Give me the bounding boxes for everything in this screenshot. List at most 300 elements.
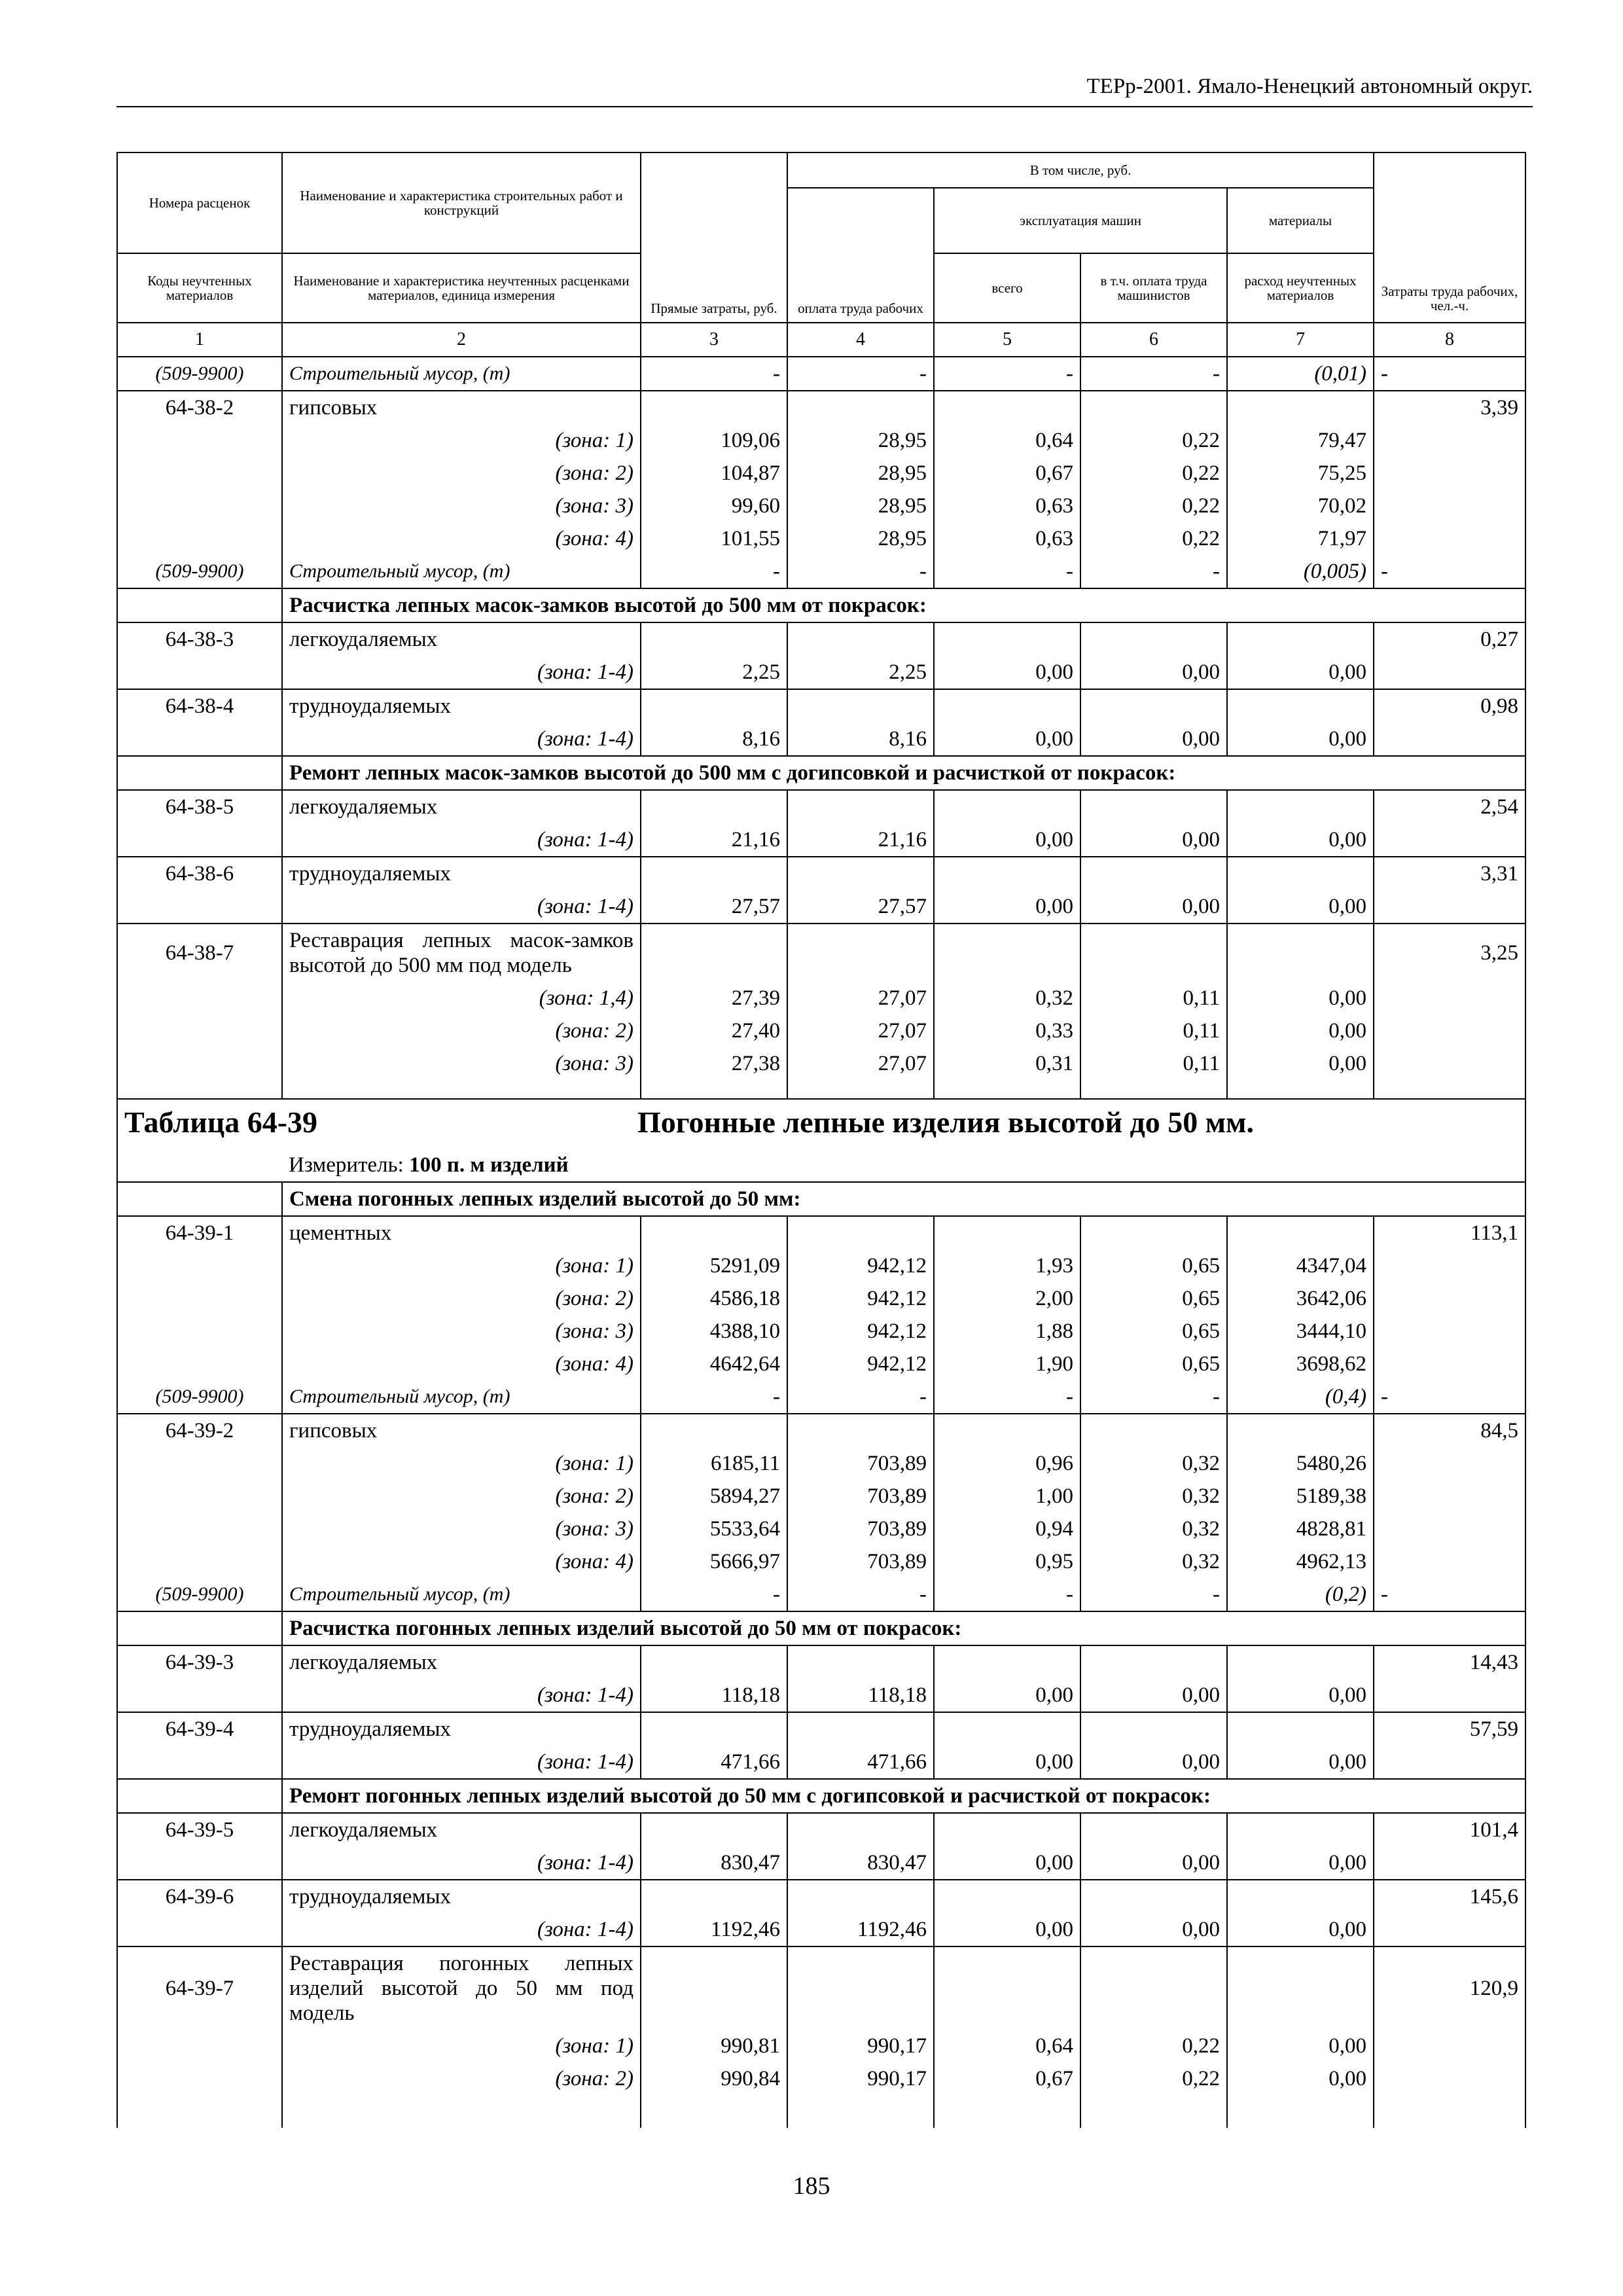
col-header-operator-pay: в т.ч. оплата труда машинистов [1080, 253, 1227, 323]
col-header-worker-pay: оплата труда рабочих [787, 188, 934, 323]
zone-label: (зона: 1,4) [282, 982, 641, 1014]
labor-value: 3,31 [1374, 857, 1525, 890]
cell-value: 0,22 [1080, 522, 1227, 555]
cell-value: 0,00 [1080, 656, 1227, 689]
cell-value: 28,95 [787, 522, 934, 555]
cell-value: 27,40 [641, 1014, 787, 1047]
cell-value: 0,11 [1080, 1047, 1227, 1080]
table-row [117, 622, 1525, 656]
zone-label: (зона: 2) [282, 2062, 641, 2095]
labor-value: 0,98 [1374, 689, 1525, 723]
rate-code: 64-38-5 [117, 790, 282, 823]
col-number: 6 [1080, 323, 1227, 357]
cell-value: 0,32 [1080, 1513, 1227, 1545]
cell-value: 0,22 [1080, 424, 1227, 457]
cell-value: 0,64 [934, 424, 1080, 457]
cell-value: 5189,38 [1227, 1480, 1374, 1513]
material-row [117, 1578, 1525, 1611]
table-row [117, 857, 1525, 890]
zone-row [117, 723, 1525, 756]
labor-value: 113,1 [1374, 1216, 1525, 1249]
cell-value: 27,39 [641, 982, 787, 1014]
labor-value: 57,59 [1374, 1712, 1525, 1746]
cell-value: - [934, 1380, 1080, 1414]
cell-value: (0,4) [1227, 1380, 1374, 1414]
cell-value: 0,31 [934, 1047, 1080, 1080]
zone-label: (зона: 1) [282, 1249, 641, 1282]
cell-value: 27,38 [641, 1047, 787, 1080]
cell-value: 0,00 [1227, 656, 1374, 689]
col-header-material-codes: Коды неучтенных материалов [117, 253, 282, 323]
work-name: цементных [282, 1216, 641, 1249]
cell-value: 5666,97 [641, 1545, 787, 1578]
table-row [117, 790, 1525, 823]
zone-label: (зона: 2) [282, 457, 641, 490]
labor-value: 14,43 [1374, 1645, 1525, 1679]
table-row [117, 689, 1525, 723]
cell-value: 0,65 [1080, 1348, 1227, 1380]
table-header [117, 152, 1525, 357]
cell-value: - [934, 357, 1080, 391]
col-header-rate-number: Номера расценок [117, 152, 282, 253]
cell-value: 471,66 [641, 1746, 787, 1779]
zone-row [117, 1047, 1525, 1080]
cell-value: 942,12 [787, 1249, 934, 1282]
zone-label: (зона: 2) [282, 1480, 641, 1513]
rates-table [116, 152, 1526, 2128]
cell-value: 27,57 [787, 890, 934, 924]
cell-value: 0,00 [1080, 1846, 1227, 1880]
cell-value: 21,16 [641, 823, 787, 857]
work-name: трудноудаляемых [282, 1712, 641, 1746]
material-row [117, 1380, 1525, 1414]
zone-label: (зона: 1) [282, 424, 641, 457]
cell-value: - [934, 1578, 1080, 1611]
cell-value: - [1080, 555, 1227, 588]
cell-value: 0,00 [1227, 890, 1374, 924]
cell-value: 0,00 [1227, 982, 1374, 1014]
zone-label: (зона: 3) [282, 1513, 641, 1545]
cell-value: 0,00 [1227, 1679, 1374, 1712]
zone-row [117, 1315, 1525, 1348]
cell-value: 0,00 [1227, 2062, 1374, 2095]
table-title: Погонные лепные изделия высотой до 50 мм. [637, 1105, 1254, 1139]
table-row [117, 1880, 1525, 1913]
col-header-labor-costs: Затраты труда рабочих, чел.-ч. [1374, 152, 1525, 323]
cell-value: 830,47 [787, 1846, 934, 1880]
rate-code: 64-39-6 [117, 1880, 282, 1913]
zone-label: (зона: 4) [282, 522, 641, 555]
zone-label: (зона: 1-4) [282, 1679, 641, 1712]
col-number: 4 [787, 323, 934, 357]
table-row [117, 1216, 1525, 1249]
col-header-direct-costs: Прямые затраты, руб. [641, 152, 787, 323]
zone-label: (зона: 1-4) [282, 723, 641, 756]
cell-value: - [1080, 1380, 1227, 1414]
zone-label: (зона: 4) [282, 1545, 641, 1578]
col-number: 1 [117, 323, 282, 357]
zone-label: (зона: 1) [282, 1447, 641, 1480]
cell-value: 4962,13 [1227, 1545, 1374, 1578]
zone-row [117, 2062, 1525, 2095]
cell-value: 118,18 [787, 1679, 934, 1712]
cell-value: 0,00 [1227, 1014, 1374, 1047]
cell-value: 0,00 [1227, 1913, 1374, 1946]
cell-value: 703,89 [787, 1447, 934, 1480]
measure-row [117, 1149, 1525, 1182]
cell-value: - [1080, 1578, 1227, 1611]
cell-value: 75,25 [1227, 457, 1374, 490]
cell-value: 471,66 [787, 1746, 934, 1779]
cell-value: 0,65 [1080, 1249, 1227, 1282]
cell-value: 0,65 [1080, 1315, 1227, 1348]
cell-value: 0,00 [1080, 1913, 1227, 1946]
col-number: 2 [282, 323, 641, 357]
cell-value: 21,16 [787, 823, 934, 857]
cell-value: 0,22 [1080, 2062, 1227, 2095]
labor-value: 120,9 [1374, 1946, 1525, 2030]
cell-value: 703,89 [787, 1513, 934, 1545]
cell-value: 1192,46 [641, 1913, 787, 1946]
cell-value: 118,18 [641, 1679, 787, 1712]
cell-value: 1,00 [934, 1480, 1080, 1513]
running-header: ТЕРр-2001. Ямало-Ненецкий автономный округ. [116, 73, 1533, 107]
page-number: 185 [793, 2172, 830, 2200]
table-row [117, 1712, 1525, 1746]
cell-value: 0,00 [934, 823, 1080, 857]
zone-row [117, 1913, 1525, 1946]
cell-value: 5480,26 [1227, 1447, 1374, 1480]
cell-value: 990,17 [787, 2062, 934, 2095]
cell-value: 27,07 [787, 1014, 934, 1047]
cell-value: 0,00 [934, 1746, 1080, 1779]
rate-code: 64-39-1 [117, 1216, 282, 1249]
zone-row [117, 1480, 1525, 1513]
zone-label: (зона: 1-4) [282, 890, 641, 924]
cell-value: 0,00 [1227, 723, 1374, 756]
zone-label: (зона: 3) [282, 1047, 641, 1080]
cell-value: 0,00 [1227, 1746, 1374, 1779]
cell-value: 1,88 [934, 1315, 1080, 1348]
section-row [117, 588, 1525, 622]
cell-value: 0,22 [1080, 490, 1227, 522]
zone-row [117, 1746, 1525, 1779]
cell-value: 28,95 [787, 457, 934, 490]
cell-value: - [787, 357, 934, 391]
cell-value: 0,00 [934, 656, 1080, 689]
cell-value: 79,47 [1227, 424, 1374, 457]
section-title: Ремонт лепных масок-замков высотой до 500 мм с догипсовкой и расчисткой от покрасок: [282, 756, 1525, 790]
material-name: Строительный мусор, (т) [282, 1380, 641, 1414]
cell-value: 8,16 [787, 723, 934, 756]
rate-code: 64-38-2 [117, 391, 282, 424]
zone-row [117, 1513, 1525, 1545]
table-row [117, 1645, 1525, 1679]
cell-value: 3698,62 [1227, 1348, 1374, 1380]
cell-value: 0,00 [1080, 823, 1227, 857]
cell-value: 0,00 [1227, 823, 1374, 857]
cell-value: 1192,46 [787, 1913, 934, 1946]
cell-value: 27,57 [641, 890, 787, 924]
cell-value: 71,97 [1227, 522, 1374, 555]
cell-value: 1,93 [934, 1249, 1080, 1282]
cell-value: 0,65 [1080, 1282, 1227, 1315]
work-name: легкоудаляемых [282, 622, 641, 656]
section-row [117, 1611, 1525, 1645]
zone-label: (зона: 3) [282, 1315, 641, 1348]
col-header-machines: эксплуатация машин [934, 188, 1227, 253]
cell-value: 990,81 [641, 2030, 787, 2062]
zone-row [117, 424, 1525, 457]
zone-row [117, 490, 1525, 522]
cell-value: 3642,06 [1227, 1282, 1374, 1315]
rate-code: 64-39-4 [117, 1712, 282, 1746]
material-code: (509-9900) [117, 1380, 282, 1414]
section-row [117, 1779, 1525, 1813]
cell-value: 27,07 [787, 982, 934, 1014]
cell-value: 4642,64 [641, 1348, 787, 1380]
cell-value: - [934, 555, 1080, 588]
section-row [117, 756, 1525, 790]
cell-value: - [1374, 1578, 1525, 1611]
zone-row [117, 2030, 1525, 2062]
rate-code: 64-38-3 [117, 622, 282, 656]
cell-value: 0,00 [1227, 1047, 1374, 1080]
cell-value: (0,2) [1227, 1578, 1374, 1611]
cell-value: 0,94 [934, 1513, 1080, 1545]
labor-value: 0,27 [1374, 622, 1525, 656]
table-number: Таблица 64-39 [124, 1105, 318, 1139]
cell-value: 0,22 [1080, 457, 1227, 490]
col-header-work-name: Наименование и характеристика строительных работ и конструкций [282, 152, 641, 253]
cell-value: 703,89 [787, 1545, 934, 1578]
material-name: Строительный мусор, (т) [282, 1578, 641, 1611]
rate-code: 64-38-4 [117, 689, 282, 723]
zone-row [117, 1014, 1525, 1047]
zone-label: (зона: 1-4) [282, 1913, 641, 1946]
cell-value: 0,32 [1080, 1545, 1227, 1578]
table-row [117, 1813, 1525, 1846]
zone-row [117, 1545, 1525, 1578]
cell-value: 6185,11 [641, 1447, 787, 1480]
labor-value: 101,4 [1374, 1813, 1525, 1846]
zone-row [117, 823, 1525, 857]
labor-value: 3,39 [1374, 391, 1525, 424]
cell-value: 0,22 [1080, 2030, 1227, 2062]
col-number: 8 [1374, 323, 1525, 357]
material-row [117, 357, 1525, 391]
zone-label: (зона: 2) [282, 1014, 641, 1047]
cell-value: 990,84 [641, 2062, 787, 2095]
section-title: Смена погонных лепных изделий высотой до 50 мм: [282, 1182, 1525, 1216]
cell-value: 0,00 [934, 1913, 1080, 1946]
zone-row [117, 982, 1525, 1014]
cell-value: 0,00 [1080, 1679, 1227, 1712]
cell-value: 28,95 [787, 490, 934, 522]
cell-value: - [641, 1380, 787, 1414]
cell-value: 4388,10 [641, 1315, 787, 1348]
cell-value: 99,60 [641, 490, 787, 522]
col-header-machines-total: всего [934, 253, 1080, 323]
cell-value: (0,01) [1227, 357, 1374, 391]
zone-row [117, 1679, 1525, 1712]
zone-row [117, 1282, 1525, 1315]
work-name: трудноудаляемых [282, 857, 641, 890]
col-header-including: В том числе, руб. [787, 152, 1374, 188]
cell-value: 0,00 [934, 890, 1080, 924]
cell-value: 0,00 [934, 1846, 1080, 1880]
zone-row [117, 522, 1525, 555]
cell-value: 109,06 [641, 424, 787, 457]
cell-value: - [787, 555, 934, 588]
cell-value: 0,32 [934, 982, 1080, 1014]
zone-row [117, 1447, 1525, 1480]
cell-value: 0,63 [934, 522, 1080, 555]
cell-value: 0,95 [934, 1545, 1080, 1578]
cell-value: - [641, 555, 787, 588]
cell-value: 5894,27 [641, 1480, 787, 1513]
cell-value: 3444,10 [1227, 1315, 1374, 1348]
material-row [117, 555, 1525, 588]
material-name: Строительный мусор, (т) [282, 555, 641, 588]
cell-value: 104,87 [641, 457, 787, 490]
measure-value: 100 п. м изделий [409, 1153, 569, 1177]
cell-value: - [641, 1578, 787, 1611]
cell-value: 5291,09 [641, 1249, 787, 1282]
cell-value: 1,90 [934, 1348, 1080, 1380]
col-header-material-consumption: расход неучтенных материалов [1227, 253, 1374, 323]
cell-value: 0,00 [1080, 1746, 1227, 1779]
cell-value: 0,64 [934, 2030, 1080, 2062]
col-header-materials: материалы [1227, 188, 1374, 253]
col-number: 7 [1227, 323, 1374, 357]
work-name: трудноудаляемых [282, 1880, 641, 1913]
rate-code: 64-38-6 [117, 857, 282, 890]
work-name: Реставрация лепных масок-замков высотой до 500 мм под модель [282, 924, 641, 982]
labor-value: 84,5 [1374, 1414, 1525, 1447]
work-name: Реставрация погонных лепных изделий высотой до 50 мм под модель [282, 1946, 641, 2030]
zone-row [117, 890, 1525, 924]
cell-value: 0,11 [1080, 1014, 1227, 1047]
cell-value: 0,32 [1080, 1480, 1227, 1513]
cell-value: 0,00 [1227, 2030, 1374, 2062]
table-row [117, 1414, 1525, 1447]
cell-value: 942,12 [787, 1282, 934, 1315]
cell-value: 8,16 [641, 723, 787, 756]
cell-value: - [1080, 357, 1227, 391]
cell-value: 4828,81 [1227, 1513, 1374, 1545]
col-number: 3 [641, 323, 787, 357]
section-row [117, 1182, 1525, 1216]
material-code: (509-9900) [117, 555, 282, 588]
zone-row [117, 1249, 1525, 1282]
rate-code: 64-39-3 [117, 1645, 282, 1679]
cell-value: 5533,64 [641, 1513, 787, 1545]
cell-value: 830,47 [641, 1846, 787, 1880]
cell-value: - [641, 357, 787, 391]
zone-label: (зона: 1-4) [282, 823, 641, 857]
work-name: легкоудаляемых [282, 1813, 641, 1846]
zone-row [117, 656, 1525, 689]
section-title: Расчистка лепных масок-замков высотой до 500 мм от покрасок: [282, 588, 1525, 622]
table-row [117, 1946, 1525, 2030]
labor-value: 2,54 [1374, 790, 1525, 823]
zone-label: (зона: 1) [282, 2030, 641, 2062]
zone-label: (зона: 1-4) [282, 1746, 641, 1779]
cell-value: - [1374, 357, 1525, 391]
zone-label: (зона: 2) [282, 1282, 641, 1315]
cell-value: 27,07 [787, 1047, 934, 1080]
table-row [117, 924, 1525, 982]
zone-label: (зона: 3) [282, 490, 641, 522]
cell-value: 990,17 [787, 2030, 934, 2062]
work-name: трудноудаляемых [282, 689, 641, 723]
cell-value: 0,67 [934, 457, 1080, 490]
cell-value: 28,95 [787, 424, 934, 457]
cell-value: 0,00 [1227, 1846, 1374, 1880]
cell-value: 0,00 [1080, 890, 1227, 924]
cell-value: 0,11 [1080, 982, 1227, 1014]
zone-row [117, 1348, 1525, 1380]
table-row [117, 391, 1525, 424]
cell-value: 2,25 [787, 656, 934, 689]
work-name: гипсовых [282, 1414, 641, 1447]
col-number: 5 [934, 323, 1080, 357]
cell-value: 4586,18 [641, 1282, 787, 1315]
section-title: Расчистка погонных лепных изделий высотой до 50 мм от покрасок: [282, 1611, 1525, 1645]
cell-value: 0,67 [934, 2062, 1080, 2095]
rate-code: 64-39-2 [117, 1414, 282, 1447]
cell-value: 0,63 [934, 490, 1080, 522]
labor-value: 145,6 [1374, 1880, 1525, 1913]
zone-label: (зона: 1-4) [282, 656, 641, 689]
rate-code: 64-39-5 [117, 1813, 282, 1846]
work-name: гипсовых [282, 391, 641, 424]
cell-value: 0,33 [934, 1014, 1080, 1047]
work-name: легкоудаляемых [282, 790, 641, 823]
cell-value: 703,89 [787, 1480, 934, 1513]
rate-code: 64-39-7 [117, 1946, 282, 2030]
material-name: Строительный мусор, (т) [282, 357, 641, 391]
material-code: (509-9900) [117, 1578, 282, 1611]
material-code: (509-9900) [117, 357, 282, 391]
cell-value: - [1374, 555, 1525, 588]
cell-value: 0,00 [934, 1679, 1080, 1712]
cell-value: - [1374, 1380, 1525, 1414]
table-title-row [117, 1099, 1525, 1149]
cell-value: 0,00 [1080, 723, 1227, 756]
cell-value: 2,00 [934, 1282, 1080, 1315]
measure-label: Измеритель: [289, 1153, 410, 1177]
cell-value: 101,55 [641, 522, 787, 555]
work-name: легкоудаляемых [282, 1645, 641, 1679]
cell-value: (0,005) [1227, 555, 1374, 588]
cell-value: - [787, 1380, 934, 1414]
zone-row [117, 457, 1525, 490]
cell-value: 0,96 [934, 1447, 1080, 1480]
cell-value: 70,02 [1227, 490, 1374, 522]
section-title: Ремонт погонных лепных изделий высотой до 50 мм с догипсовкой и расчисткой от покрасок: [282, 1779, 1525, 1813]
zone-label: (зона: 1-4) [282, 1846, 641, 1880]
cell-value: 2,25 [641, 656, 787, 689]
rate-code: 64-38-7 [117, 924, 282, 982]
zone-row [117, 1846, 1525, 1880]
cell-value: 4347,04 [1227, 1249, 1374, 1282]
cell-value: 942,12 [787, 1315, 934, 1348]
cell-value: 942,12 [787, 1348, 934, 1380]
cell-value: - [787, 1578, 934, 1611]
col-header-material-names: Наименование и характеристика неучтенных расценками материалов, единица измерения [282, 253, 641, 323]
